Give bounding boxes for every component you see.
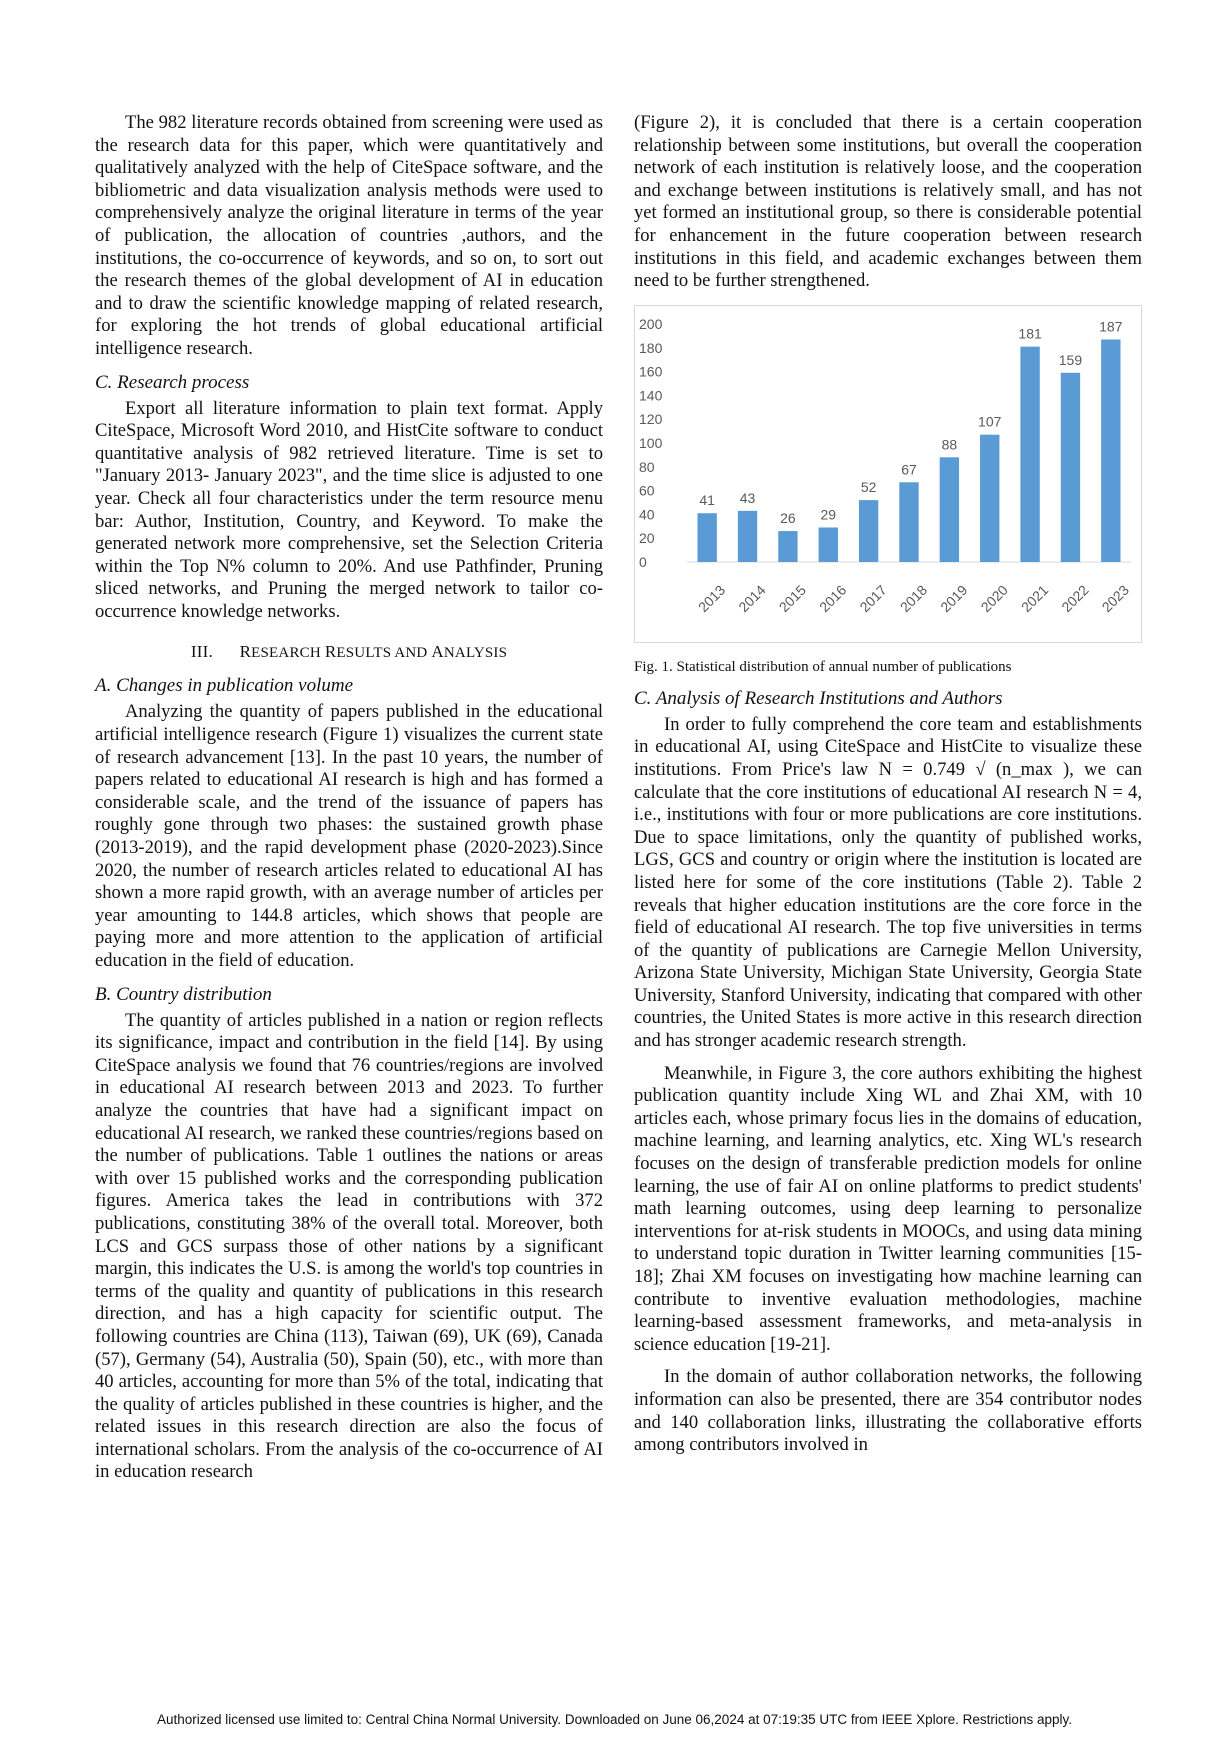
y-tick-label: 200 xyxy=(639,315,663,332)
x-tick-label-2014: 2014 xyxy=(735,581,769,615)
bar-2013 xyxy=(697,513,716,562)
section-title-part2: ESULTS AND xyxy=(336,645,432,662)
bar-2022 xyxy=(1061,373,1080,562)
data-label-2021: 181 xyxy=(1018,325,1042,342)
y-tick-label: 80 xyxy=(639,458,655,475)
intro-paragraph: The 982 literature records obtained from screening were used as the research data for this paper, which were quantitatively and qualitatively analyzed with the help of CiteSpace software, and the bibliometric and data visualization analysis methods were used to comprehensively analyze the original literature in terms of the year of publication, the allocation of countries ,authors, and the institutions, the co-occurrence of keywords, and so on, to sort out the research themes of the global development of AI in education and to draw the scientific knowledge mapping of related research, for exploring the hot trends of global educational artificial intelligence research. xyxy=(95,112,603,359)
authors-paragraph: Meanwhile, in Figure 3, the core authors exhibiting the highest publication quantity include Xing WL and Zhai XM, with 10 articles each, whose primary focus lies in the domains of education, machine learning, and learning analytics, etc. Xing WL's research focuses on the design of transferable prediction models for online learning, the use of fair AI on online platforms to predict students' math learning outcomes, using deep learning to personalize interventions for at-risk students in MOOCs, and using data mining to understand topic duration in Twitter learning communities [15-18]; Zhai XM focuses on investigating how machine learning can contribute to inventive evaluation methodologies, machine learning-based assessment frameworks, and meta-analysis in science education [19-21]. xyxy=(634,1062,1142,1355)
research-process-heading: C. Research process xyxy=(95,371,250,393)
y-tick-label: 180 xyxy=(639,339,663,356)
data-label-2018: 67 xyxy=(901,461,917,478)
data-label-2015: 26 xyxy=(780,509,796,526)
bar-2015 xyxy=(778,531,797,562)
country-heading: B. Country distribution xyxy=(95,983,272,1005)
data-label-2016: 29 xyxy=(820,506,837,523)
institutions-heading: C. Analysis of Research Institutions and Authors xyxy=(634,687,1003,709)
continuation-paragraph: (Figure 2), it is concluded that there is a certain cooperation relationship between some institutions, but overall the cooperation network of each institution is relatively loose, and the cooperation and exchange between institutions is relatively small, and has not yet formed an institutional group, so there is considerable potential for enhancement in the future cooperation between research institutions in this field, and academic exchanges between them need to be further strengthened. xyxy=(634,112,1142,292)
data-label-2014: 43 xyxy=(739,489,756,506)
footer-license-notice: Authorized licensed use limited to: Central China Normal University. Downloaded on June 06,2024 at 07:19:35 UTC from IEEE Xplore. Restrictions apply. xyxy=(157,1712,1072,1727)
x-tick-label-2021: 2021 xyxy=(1017,581,1052,615)
right-column xyxy=(634,112,1142,1457)
collaboration-paragraph: In the domain of author collaboration networks, the following information can also be presented, there are 354 contributor nodes and 140 collaboration links, illustrating the collaborative efforts among contributors involved in xyxy=(634,1366,1142,1456)
section-title-part1: ESEARCH xyxy=(251,645,325,662)
section-title-r2: R xyxy=(324,642,337,662)
publication-paragraph: Analyzing the quantity of papers published in the educational artificial intelligence research (Figure 1) visualizes the current state of research advancement [13]. In the past 10 years, the number of papers related to educational AI research is high and has formed a considerable scale, and the trend of the issuance of papers has roughly gone through two phases: the sustained growth phase (2013-2019), and the rapid development phase (2020-2023).Since 2020, the number of research articles related to educational AI has shown a more rapid growth, with an average number of articles per year amounting to 144.8 articles, which shows that people are paying more and more attention to the application of artificial education in the field of education. xyxy=(95,701,603,971)
x-tick-label-2015: 2015 xyxy=(775,581,810,615)
y-tick-label: 100 xyxy=(639,434,663,451)
y-tick-label: 60 xyxy=(639,482,655,499)
bar-2021 xyxy=(1020,346,1039,561)
y-tick-label: 120 xyxy=(639,410,663,427)
y-tick-label: 140 xyxy=(639,387,663,404)
data-label-2019: 88 xyxy=(941,436,958,453)
y-tick-label: 40 xyxy=(639,506,655,523)
y-tick-label: 20 xyxy=(639,529,655,546)
section-title-a: A xyxy=(431,642,444,662)
section-title-part3: NALYSIS xyxy=(443,645,508,662)
bar-2017 xyxy=(859,500,878,562)
chart-svg xyxy=(635,306,1141,642)
institutions-paragraph: In order to fully comprehend the core team and establishments in educational AI, using CiteSpace and HistCite to visualize these institutions. From Price's law N = 0.749 √ (n_max ), we can calculate that the core institutions of educational AI research N = 4, i.e., institutions with four or more publications are core institutions. Due to space limitations, only the quantity of published works, LGS, GCS and country or origin where the institution is located are listed here for some of the core institutions (Table 2). Table 2 reveals that higher education institutions are the core force in the field of educational AI research. The top five universities in terms of the quantity of publications are Carnegie Mellon University, Arizona State University, Michigan State University, Georgia State University, Stanford University, indicating that compared with other countries, the United States is more active in this research direction and has stronger academic research strength. xyxy=(634,713,1142,1052)
bar-2020 xyxy=(980,434,999,561)
x-tick-label-2019: 2019 xyxy=(937,581,971,615)
publication-chart xyxy=(634,305,1142,643)
figure-caption: Fig. 1. Statistical distribution of annual number of publications xyxy=(634,658,1012,675)
bar-2016 xyxy=(819,527,838,562)
x-tick-label-2023: 2023 xyxy=(1098,581,1132,615)
data-label-2020: 107 xyxy=(978,413,1002,430)
x-tick-label-2013: 2013 xyxy=(694,581,729,615)
x-tick-label-2017: 2017 xyxy=(856,581,890,615)
section-heading xyxy=(95,641,603,664)
x-tick-label-2016: 2016 xyxy=(816,581,850,615)
section-title-r1: R xyxy=(239,642,252,662)
bar-2018 xyxy=(899,482,918,562)
publication-heading: A. Changes in publication volume xyxy=(95,675,354,697)
data-label-2022: 159 xyxy=(1058,351,1083,368)
bar-2014 xyxy=(738,511,757,562)
bar-2023 xyxy=(1101,339,1120,562)
data-label-2017: 52 xyxy=(860,478,877,495)
country-paragraph: The quantity of articles published in a nation or region reflects its significance, impact and contribution in the field [14]. By using CiteSpace analysis we found that 76 countries/regions are involved in educational AI research between 2013 and 2023. To further analyze the countries that have had a significant impact on educational AI research, we ranked these countries/regions based on the number of publications. Table 1 outlines the nations or areas with over 15 published works and the corresponding publication figures. America takes the lead in contributions with 372 publications, constituting 38% of the overall total. Moreover, both LCS and GCS surpass those of other nations by a significant margin, this indicates the U.S. is among the world's top countries in terms of the quality and quantity of publications in this research direction, and has a high capacity for scientific output. The following countries are China (113), Taiwan (69), UK (69), Canada (57), Germany (54), Australia (50), Spain (50), etc., with more than 40 articles, accounting for more than 5% of the total, indicating that the quality of articles published in these countries is higher, and the related issues in this research direction are also the focus of international scholars. From the analysis of the co-occurrence of AI in education research xyxy=(95,1009,603,1483)
research-process-paragraph: Export all literature information to plain text format. Apply CiteSpace, Microsoft Word 2010, and HistCite software to conduct quantitative analysis of 982 retrieved literature. Time is set to "January 2013- January 2023", and the time slice is adjusted to one year. Check all four characteristics under the term resource menu bar: Author, Institution, Country, and Keyword. To make the generated network more comprehensive, set the Selection Criteria within the Top N% column to 20%. And use Pathfinder, Pruning sliced networks, and Pruning the merged network to tailor co-occurrence knowledge networks. xyxy=(95,397,603,622)
data-label-2023: 187 xyxy=(1099,318,1123,335)
y-tick-label: 0 xyxy=(639,553,647,570)
y-tick-label: 160 xyxy=(639,363,663,380)
x-tick-label-2022: 2022 xyxy=(1058,581,1092,615)
bar-2019 xyxy=(940,457,959,562)
section-number: III. xyxy=(190,642,213,662)
x-tick-label-2020: 2020 xyxy=(977,581,1011,615)
x-tick-label-2018: 2018 xyxy=(896,581,931,615)
data-label-2013: 41 xyxy=(699,491,715,508)
left-column xyxy=(95,112,603,1484)
